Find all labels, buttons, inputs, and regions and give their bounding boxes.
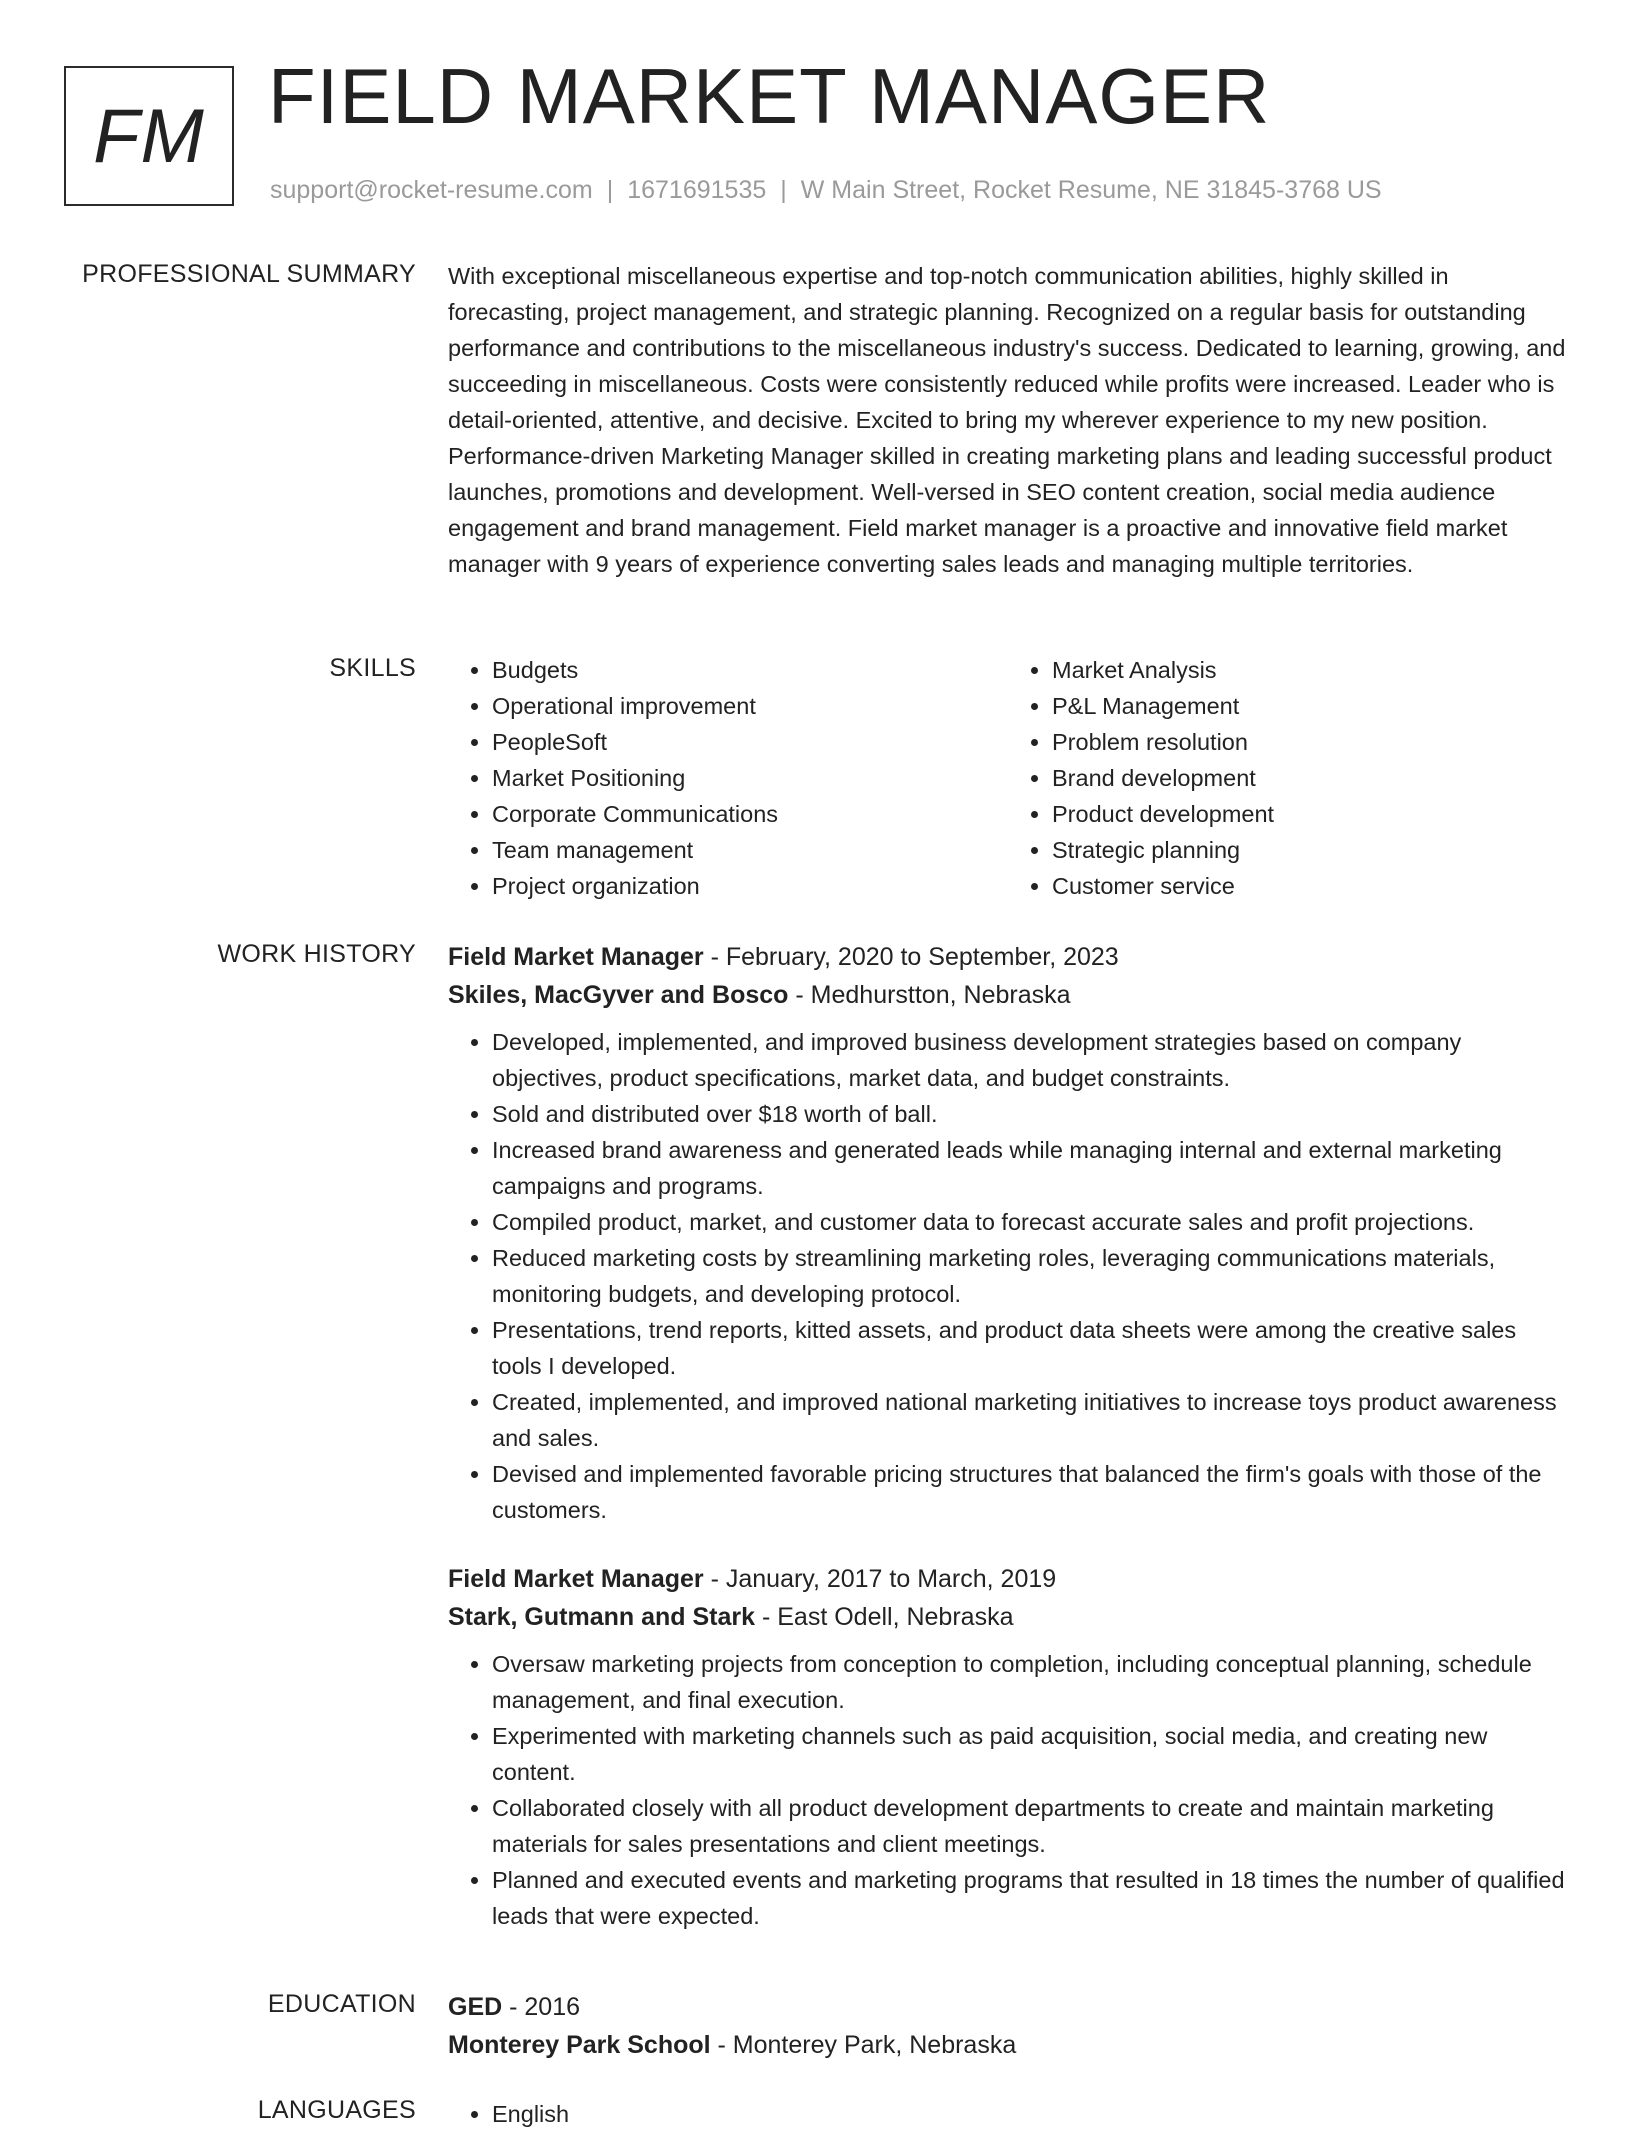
- job-title: Field Market Manager: [448, 1565, 704, 1593]
- contact-separator: |: [780, 176, 787, 204]
- work-history-body: [448, 938, 1568, 1934]
- job-bullet: • Reduced marketing costs by streamlining marketing roles, leveraging communications materials, monitoring budgets, and developing protocol.: [492, 1240, 1568, 1312]
- contact-separator: |: [606, 176, 614, 204]
- skill-item: • Customer service: [1052, 868, 1568, 904]
- job-title: Field Market Manager: [448, 943, 704, 971]
- job-bullet: • Oversaw marketing projects from conception to completion, including conceptual planning, schedule management, and final execution.: [492, 1646, 1568, 1718]
- skill-item: • Market Analysis: [1052, 652, 1568, 688]
- skill-item: • P&L Management: [1052, 688, 1568, 724]
- skills-left-list: [448, 652, 1008, 904]
- work-history-heading: WORK HISTORY: [217, 940, 416, 968]
- skill-item: • Problem resolution: [1052, 724, 1568, 760]
- job-bullet: • Experimented with marketing channels such as paid acquisition, social media, and creating new content.: [492, 1718, 1568, 1790]
- candidate-name: FIELD MARKET MANAGER: [268, 52, 1271, 140]
- contact-address: W Main Street, Rocket Resume, NE 31845-3768 US: [800, 176, 1382, 204]
- education-degree: GED: [448, 1993, 503, 2021]
- education-school-line: [448, 2026, 1568, 2064]
- languages-list: [448, 2096, 1568, 2132]
- job-location: - East Odell, Nebraska: [755, 1603, 1014, 1631]
- job-bullet: • Developed, implemented, and improved business development strategies based on company objectives, product specifications, market data, and budget constraints.: [492, 1024, 1568, 1096]
- summary-heading: PROFESSIONAL SUMMARY: [82, 260, 416, 288]
- job-bullet: • Devised and implemented favorable pricing structures that balanced the firm's goals with those of the customers.: [492, 1456, 1568, 1528]
- education-heading: EDUCATION: [267, 1990, 416, 2018]
- languages-heading: LANGUAGES: [257, 2096, 416, 2124]
- skill-item: • Corporate Communications: [492, 796, 1008, 832]
- skill-item: • Budgets: [492, 652, 1008, 688]
- education-degree-line: [448, 1988, 1568, 2026]
- contact-phone: 1671691535: [627, 176, 767, 204]
- skill-item: • Team management: [492, 832, 1008, 868]
- skill-item: • Product development: [1052, 796, 1568, 832]
- skill-item: • PeopleSoft: [492, 724, 1008, 760]
- job-title-line: [448, 938, 1568, 976]
- education-body: [448, 1988, 1568, 2064]
- job-company-line: [448, 1598, 1568, 1636]
- job-bullet: • Sold and distributed over $18 worth of ball.: [492, 1096, 1568, 1132]
- skills-right-list: [1008, 652, 1568, 904]
- skills-heading: SKILLS: [329, 654, 416, 682]
- job-dates: - January, 2017 to March, 2019: [703, 1565, 1057, 1593]
- skill-item: • Operational improvement: [492, 688, 1008, 724]
- education-year: - 2016: [502, 1993, 581, 2021]
- monogram-badge: FM: [64, 66, 234, 206]
- job-company: Stark, Gutmann and Stark: [448, 1603, 756, 1631]
- education-school: Monterey Park School: [448, 2031, 711, 2059]
- contact-email: support@rocket-resume.com: [270, 176, 593, 204]
- job-bullets: [448, 1646, 1568, 1934]
- job-dates: - February, 2020 to September, 2023: [703, 943, 1119, 971]
- skill-item: • Project organization: [492, 868, 1008, 904]
- job-bullet: • Collaborated closely with all product development departments to create and maintain marketing materials for sales presentations and client meetings.: [492, 1790, 1568, 1862]
- summary-text: With exceptional miscellaneous expertise and top-notch communication abilities, highly skilled in forecasting, project management, and strategic planning. Recognized on a regular basis for outstanding performance and contributions to the miscellaneous industry's success. Dedicated to learning, growing, and succeeding in miscellaneous. Costs were consistently reduced while profits were increased. Leader who is detail-oriented, attentive, and decisive. Excited to bring my wherever experience to my new position. Performance-driven Marketing Manager skilled in creating marketing plans and leading successful product launches, promotions and development. Well-versed in SEO content creation, social media audience engagement and brand management. Field market manager is a proactive and innovative field market manager with 9 years of experience converting sales leads and managing multiple territories.: [448, 263, 1566, 577]
- job-bullet: • Increased brand awareness and generated leads while managing internal and external marketing campaigns and programs.: [492, 1132, 1568, 1204]
- skill-item: • Strategic planning: [1052, 832, 1568, 868]
- job-company: Skiles, MacGyver and Bosco: [448, 981, 789, 1009]
- job-bullet: • Presentations, trend reports, kitted assets, and product data sheets were among the creative sales tools I developed.: [492, 1312, 1568, 1384]
- job-entry: [448, 938, 1568, 1528]
- job-bullet: • Created, implemented, and improved national marketing initiatives to increase toys product awareness and sales.: [492, 1384, 1568, 1456]
- skills-columns: [448, 652, 1568, 904]
- job-company-line: [448, 976, 1568, 1014]
- skill-item: • Market Positioning: [492, 760, 1008, 796]
- education-location: - Monterey Park, Nebraska: [710, 2031, 1017, 2059]
- job-entry: [448, 1560, 1568, 1934]
- job-bullet: • Compiled product, market, and customer data to forecast accurate sales and profit projections.: [492, 1204, 1568, 1240]
- job-title-line: [448, 1560, 1568, 1598]
- job-bullets: [448, 1024, 1568, 1528]
- languages-body: [448, 2096, 1568, 2132]
- job-location: - Medhurstton, Nebraska: [788, 981, 1071, 1009]
- skill-item: • Brand development: [1052, 760, 1568, 796]
- language-item: • English: [492, 2096, 1568, 2132]
- contact-line: [270, 176, 1382, 205]
- job-bullet: • Planned and executed events and marketing programs that resulted in 18 times the number of qualified leads that were expected.: [492, 1862, 1568, 1934]
